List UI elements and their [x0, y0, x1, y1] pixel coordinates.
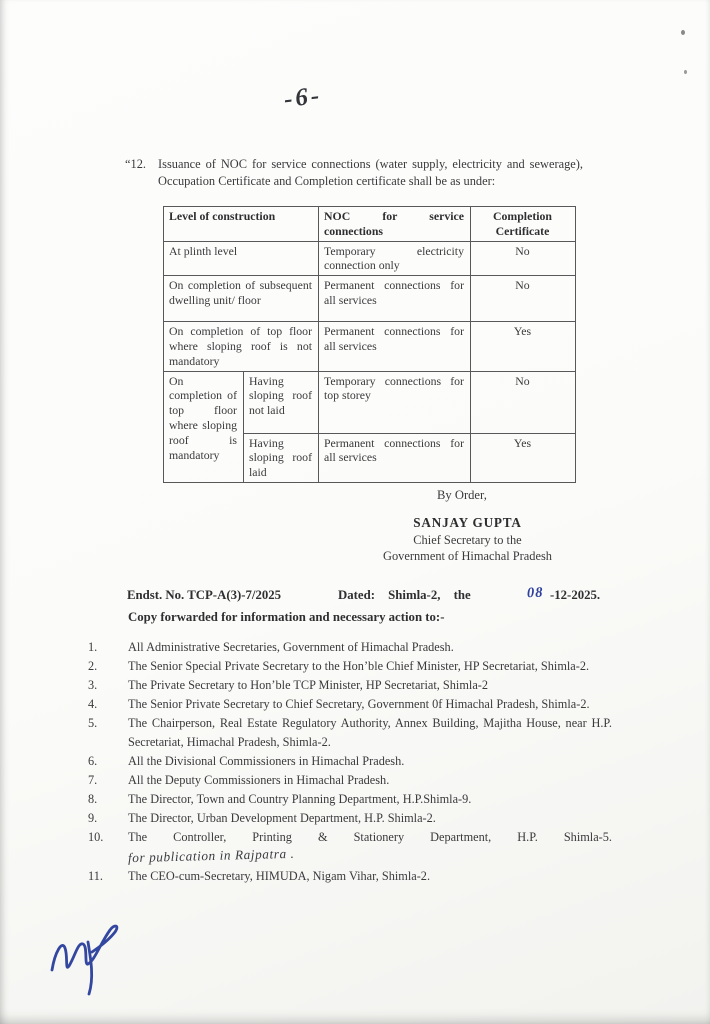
signatory-block: [360, 515, 575, 565]
signatory-title-line2: Government of Himachal Pradesh: [383, 549, 552, 563]
list-item: [88, 752, 612, 771]
clause-text: Issuance of NOC for service connections (water supply, electricity and sewerage), Occupation Certificate and Completion certificate shall be as under:: [158, 157, 583, 188]
list-item: [88, 867, 612, 886]
endst-number: Endst. No. TCP-A(3)-7/2025: [127, 588, 282, 602]
endst-dated-label: Dated: Shimla-2, the: [338, 588, 471, 602]
cell-completion: No: [471, 371, 576, 433]
table-header-noc: NOC for service connections: [319, 207, 471, 242]
scan-speck: [681, 30, 685, 35]
copy-forwarded-line: Copy forwarded for information and necessary action to:-: [128, 610, 445, 624]
cell-level: On completion of subsequent dwelling unit/ floor: [164, 276, 319, 322]
cell-level: At plinth level: [164, 241, 319, 276]
item-number: 4.: [88, 697, 98, 711]
item-typed-text: The Controller, Printing & Stationery Department, H.P. Shimla-5.: [128, 830, 612, 844]
table-row: [164, 276, 576, 322]
cell-noc: Permanent connections for all services: [319, 322, 471, 371]
signatory-name: SANJAY GUPTA: [413, 515, 522, 530]
table-header-level: Level of construction: [164, 207, 319, 242]
item-number: 5.: [88, 716, 98, 730]
recipients-list: [88, 638, 612, 886]
cell-completion: Yes: [471, 322, 576, 371]
table-header-completion: Completion Certificate: [471, 207, 576, 242]
item-number: 6.: [88, 754, 98, 768]
item-text: The Private Secretary to Hon’ble TCP Minister, HP Secretariat, Shimla-2: [128, 678, 489, 692]
scan-speck: [684, 70, 687, 74]
item-text: All the Deputy Commissioners in Himachal Pradesh.: [128, 773, 390, 787]
noc-table: [163, 206, 576, 483]
handwritten-page-number: -6-: [282, 81, 324, 114]
cell-level-sub: Having sloping roof not laid: [244, 371, 319, 433]
item-text: The Chairperson, Real Estate Regulatory Authority, Annex Building, Majitha House, near H.P. Secretariat, Himachal Pradesh, Shimla-2.: [128, 716, 612, 749]
cell-noc: Permanent connections for all services: [319, 276, 471, 322]
item-text: The CEO-cum-Secretary, HIMUDA, Nigam Vihar, Shimla-2.: [128, 869, 431, 883]
table-row: [164, 322, 576, 371]
item-text: The Director, Town and Country Planning Department, H.P.Shimla-9.: [128, 792, 472, 806]
item-text: All the Divisional Commissioners in Himachal Pradesh.: [128, 754, 405, 768]
list-item: [88, 657, 612, 676]
item-text: [128, 828, 612, 867]
item-text: The Senior Special Private Secretary to the Hon’ble Chief Minister, HP Secretariat, Shimla-2.: [128, 659, 590, 673]
cell-noc: Temporary electricity connection only: [319, 241, 471, 276]
item-number: 10.: [88, 830, 104, 844]
table-row: [164, 371, 576, 433]
signatory-title-line1: Chief Secretary to the: [413, 532, 522, 547]
list-item: [88, 828, 612, 867]
clause-12: [125, 156, 583, 190]
list-item: [88, 695, 612, 714]
item-number: 7.: [88, 773, 98, 787]
item-number: 11.: [88, 869, 103, 883]
item-number: 2.: [88, 659, 98, 673]
item-number: 8.: [88, 792, 98, 806]
item-text: The Senior Private Secretary to Chief Secretary, Government 0f Himachal Pradesh, Shimla-2.: [128, 697, 590, 711]
cell-level: On completion of top floor where sloping roof is not mandatory: [164, 322, 319, 371]
endst-date-rest: -12-2025.: [550, 588, 601, 602]
list-item: [88, 714, 612, 752]
cell-noc: Permanent connections for all services: [319, 433, 471, 482]
signature-scribble: [42, 912, 152, 1007]
list-item: [88, 790, 612, 809]
cell-level-span: On completion of top floor where sloping roof is mandatory: [164, 371, 244, 482]
cell-level-sub: Having sloping roof laid: [244, 433, 319, 482]
cell-completion: No: [471, 276, 576, 322]
item-text: All Administrative Secretaries, Government of Himachal Pradesh.: [128, 640, 454, 654]
item-number: 9.: [88, 811, 98, 825]
list-item: [88, 676, 612, 695]
list-item: [88, 771, 612, 790]
item-number: 1.: [88, 640, 98, 654]
list-item: [88, 638, 612, 657]
item-number: 3.: [88, 678, 98, 692]
by-order-line: By Order,: [437, 488, 487, 502]
handwritten-day: 08: [526, 584, 544, 602]
table-row: [164, 241, 576, 276]
list-item: [88, 809, 612, 828]
cell-completion: Yes: [471, 433, 576, 482]
clause-number: “12.: [125, 157, 146, 171]
handwritten-rajpatra-note: for publication in Rajpatra .: [127, 845, 295, 866]
cell-noc: Temporary connections for top storey: [319, 371, 471, 433]
table-header-row: [164, 207, 576, 242]
item-text: The Director, Urban Development Department, H.P. Shimla-2.: [128, 811, 436, 825]
cell-completion: No: [471, 241, 576, 276]
